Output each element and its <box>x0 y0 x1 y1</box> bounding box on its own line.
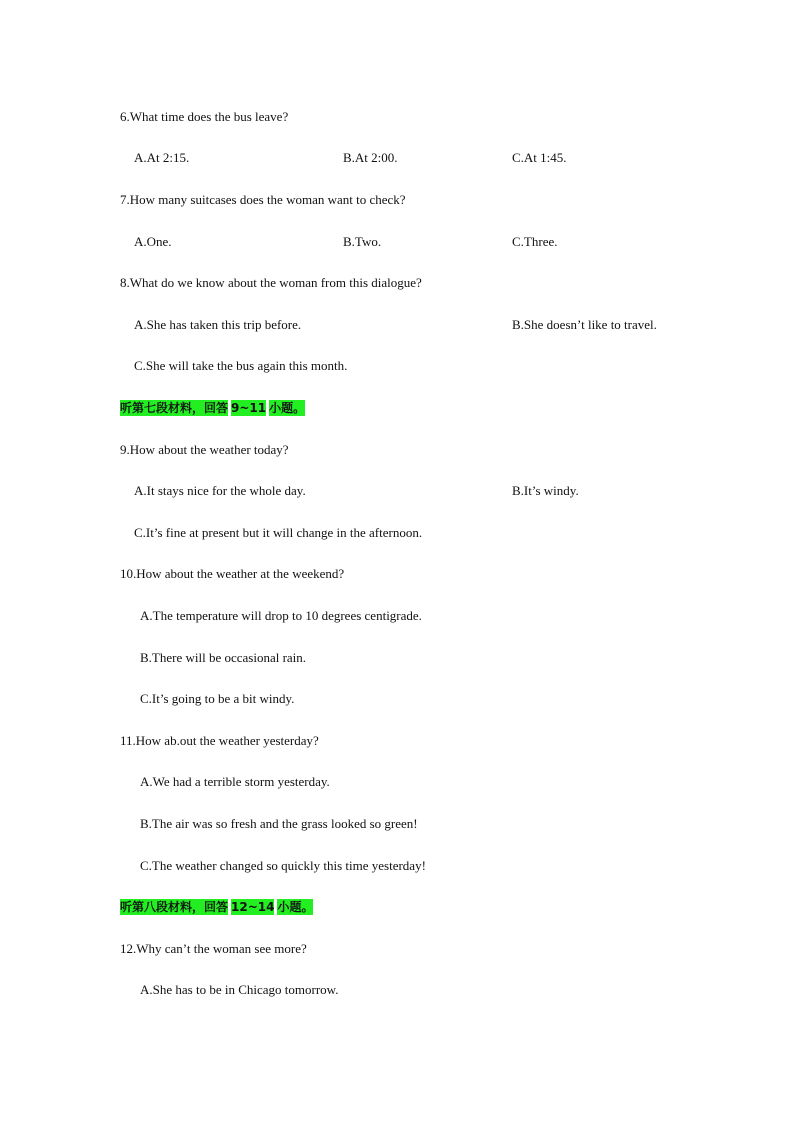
question-11-stem: 11.How ab.out the weather yesterday? <box>120 733 319 748</box>
section-7-heading-range: 9~11 <box>231 401 267 415</box>
section-7-heading <box>120 400 305 416</box>
question-6-option-a: A.At 2:15. <box>134 150 190 165</box>
question-9-option-a: A.It stays nice for the whole day. <box>134 483 306 498</box>
section-8-heading-suffix: 小题。 <box>277 900 314 914</box>
section-7-heading-text: 听第七段材料，回答 <box>120 401 229 415</box>
question-8-stem: 8.What do we know about the woman from this dialogue? <box>120 275 422 290</box>
question-11-option-b: B.The air was so fresh and the grass looked so green! <box>140 816 418 831</box>
section-8-heading-text: 听第八段材料，回答 <box>120 900 229 914</box>
section-8-heading-range: 12~14 <box>231 900 275 914</box>
question-11-option-a: A.We had a terrible storm yesterday. <box>140 774 330 789</box>
question-10-option-b: B.There will be occasional rain. <box>140 650 307 665</box>
question-12-stem: 12.Why can’t the woman see more? <box>120 941 307 956</box>
question-7-option-b: B.Two. <box>343 234 382 249</box>
section-8-heading <box>120 899 313 915</box>
question-10-stem: 10.How about the weather at the weekend? <box>120 566 345 581</box>
question-10-option-c: C.It’s going to be a bit windy. <box>140 691 295 706</box>
question-9-stem: 9.How about the weather today? <box>120 442 289 457</box>
question-8-option-a: A.She has taken this trip before. <box>134 317 302 332</box>
question-8-option-c: C.She will take the bus again this month. <box>134 358 348 373</box>
question-8-option-b: B.She doesn’t like to travel. <box>512 317 657 332</box>
question-6-stem: 6.What time does the bus leave? <box>120 109 289 124</box>
question-7-option-a: A.One. <box>134 234 172 249</box>
question-7-stem: 7.How many suitcases does the woman want to check? <box>120 192 406 207</box>
question-9-option-c: C.It’s fine at present but it will change in the afternoon. <box>134 525 423 540</box>
question-6-option-c: C.At 1:45. <box>512 150 567 165</box>
question-10-option-a: A.The temperature will drop to 10 degrees centigrade. <box>140 608 422 623</box>
question-12-option-a: A.She has to be in Chicago tomorrow. <box>140 982 339 997</box>
question-9-option-b: B.It’s windy. <box>512 483 579 498</box>
question-7-option-c: C.Three. <box>512 234 558 249</box>
question-11-option-c: C.The weather changed so quickly this time yesterday! <box>140 858 426 873</box>
section-7-heading-suffix: 小题。 <box>269 401 306 415</box>
question-6-option-b: B.At 2:00. <box>343 150 398 165</box>
